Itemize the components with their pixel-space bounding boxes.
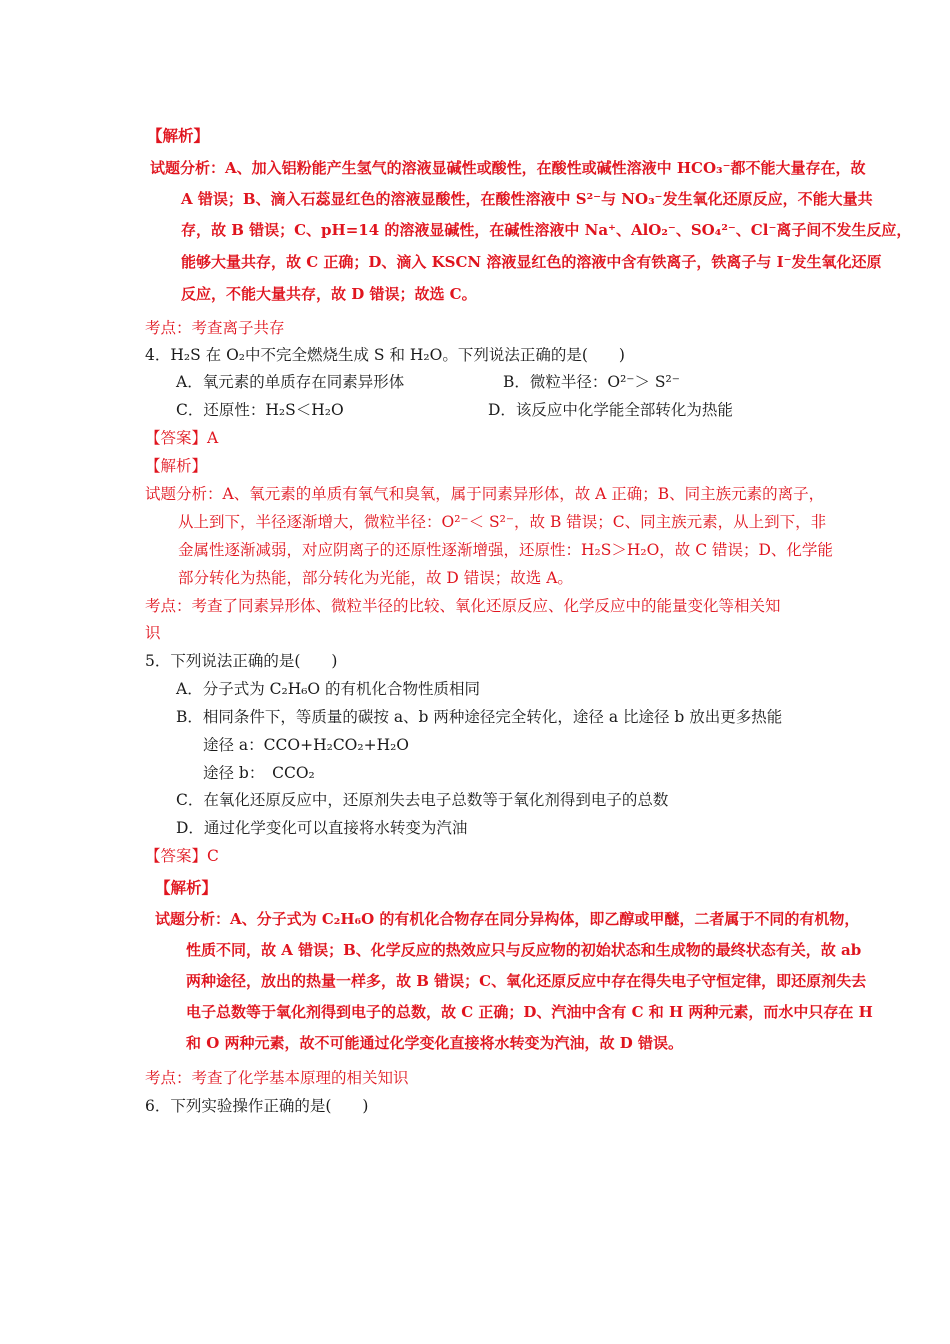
kaodian: 考点：考查离子共存 [145,319,285,337]
option-d: D．通过化学变化可以直接将水转变为汽油 [176,819,468,837]
option-c: C．在氧化还原反应中，还原剂失去电子总数等于氧化剂得到电子的总数 [176,791,669,809]
option-a: A．氧元素的单质存在同素异形体 [176,373,405,391]
jiexi-label: 【解析】 [145,457,208,475]
answer: 【答案】A [145,429,219,447]
analysis-line: 试题分析：A、加入铝粉能产生氢气的溶液显碱性或酸性，在酸性或碱性溶液中 HCO₃⁻都不能大量存在，故 [150,159,866,177]
analysis-line: 性质不同，故 A 错误；B、化学反应的热效应只与反应物的初始状态和生成物的最终状态有关，故 ab [186,941,862,959]
analysis-line: 存，故 B 错误；C、pH=14 的溶液显碱性，在碱性溶液中 Na⁺、AlO₂⁻、SO₄²⁻、Cl⁻离子间不发生反应， [181,221,912,239]
analysis-line: A 错误；B、滴入石蕊显红色的溶液显酸性，在酸性溶液中 S²⁻与 NO₃⁻发生氧化还原反应，不能大量共 [181,190,873,208]
analysis-line: 两种途径，放出的热量一样多，故 B 错误；C、氧化还原反应中存在得失电子守恒定律，即还原剂失去 [186,972,867,990]
analysis-line: 部分转化为热能，部分转化为光能，故 D 错误；故选 A。 [178,569,573,587]
answer: 【答案】C [145,847,219,865]
path-b: 途径 b： CCO₂ [203,764,315,782]
question-stem: 4．H₂S 在 O₂中不完全燃烧生成 S 和 H₂O。下列说法正确的是( ) [145,346,625,364]
question-stem: 5．下列说法正确的是( ) [145,652,338,670]
analysis-line: 能够大量共存，故 C 正确；D、滴入 KSCN 溶液显红色的溶液中含有铁离子，铁离子与 I⁻发生氧化还原 [181,253,882,271]
kaodian: 考点：考查了化学基本原理的相关知识 [145,1069,409,1087]
analysis-line: 电子总数等于氧化剂得到电子的总数，故 C 正确；D、汽油中含有 C 和 H 两种元素，而水中只存在 H [186,1003,873,1021]
analysis-line: 试题分析：A、分子式为 C₂H₆O 的有机化合物存在同分异构体，即乙醇或甲醚，二者属于不同的有机物， [155,910,860,928]
jiexi-label: 【解析】 [155,878,218,897]
analysis-line: 和 O 两种元素，故不可能通过化学变化直接将水转变为汽油，故 D 错误。 [186,1034,683,1052]
option-a: A．分子式为 C₂H₆O 的有机化合物性质相同 [176,680,481,698]
kaodian-continued: 识 [145,624,161,642]
analysis-line: 反应，不能大量共存，故 D 错误；故选 C。 [181,285,477,303]
option-b: B．相同条件下，等质量的碳按 a、b 两种途径完全转化，途径 a 比途径 b 放出更多热能 [176,708,783,726]
path-a: 途径 a：CCO+H₂CO₂+H₂O [203,736,410,754]
analysis-line: 试题分析：A、氧元素的单质有氧气和臭氧，属于同素异形体，故 A 正确；B、同主族元素的离子， [145,485,825,503]
question-stem: 6．下列实验操作正确的是( ) [145,1097,369,1115]
kaodian: 考点：考查了同素异形体、微粒半径的比较、氧化还原反应、化学反应中的能量变化等相关知 [145,597,781,615]
jiexi-label: 【解析】 [147,126,210,145]
analysis-line: 从上到下，半径逐渐增大，微粒半径：O²⁻＜ S²⁻，故 B 错误；C、同主族元素，从上到下，非 [178,513,827,531]
analysis-line: 金属性逐渐减弱，对应阴离子的还原性逐渐增强，还原性：H₂S＞H₂O，故 C 错误；D、化学能 [178,541,833,559]
option-d: D．该反应中化学能全部转化为热能 [488,401,733,419]
option-b: B．微粒半径：O²⁻＞ S²⁻ [503,373,680,391]
option-c: C．还原性：H₂S＜H₂O [176,401,344,419]
